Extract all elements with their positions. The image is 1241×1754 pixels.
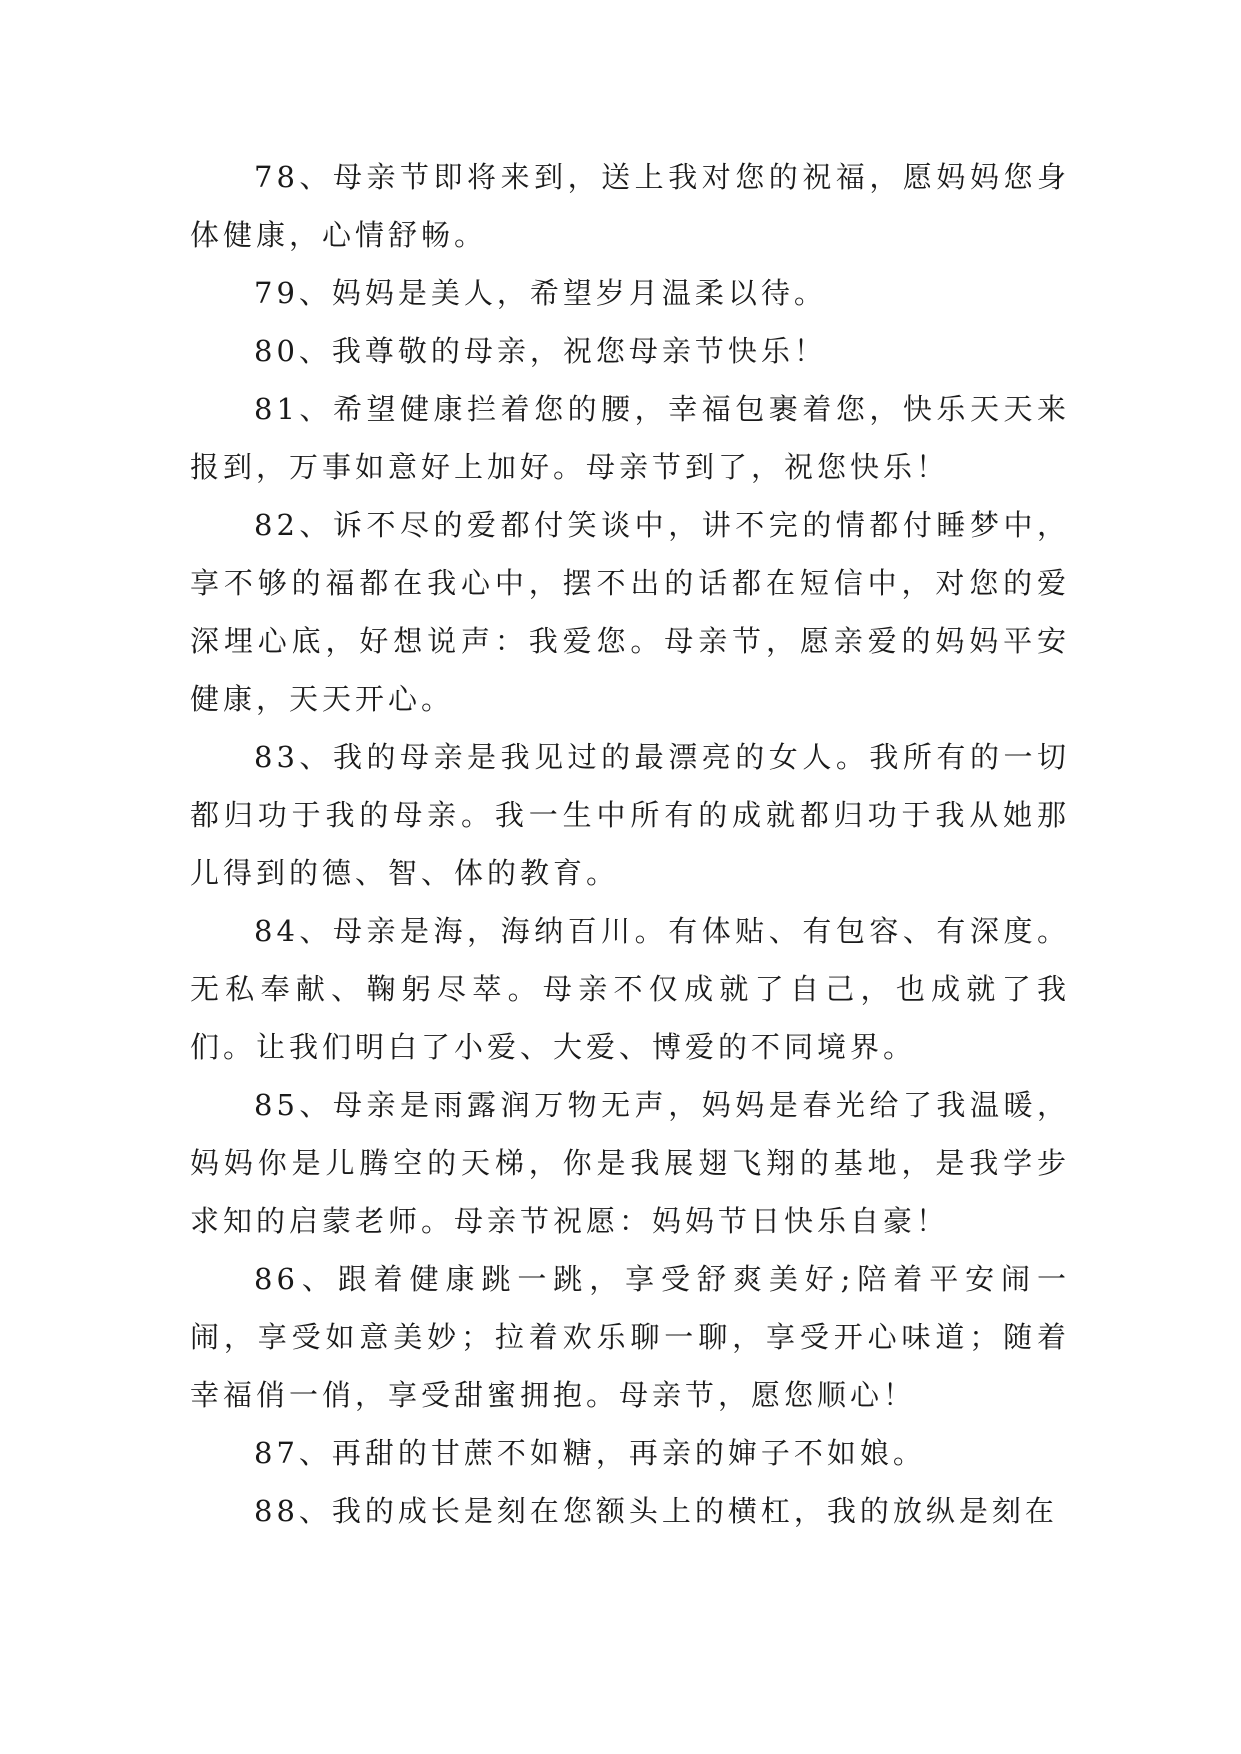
paragraph-78: 78、母亲节即将来到，送上我对您的祝福，愿妈妈您身体健康，心情舒畅。 xyxy=(190,160,1070,252)
paragraph-79: 79、妈妈是美人，希望岁月温柔以待。 xyxy=(254,276,827,310)
paragraph-84: 84、母亲是海，海纳百川。有体贴、有包容、有深度。无私奉献、鞠躬尽萃。母亲不仅成就了自己，也成就了我们。让我们明白了小爱、大爱、博爱的不同境界。 xyxy=(190,914,1070,1064)
paragraph-88: 88、我的成长是刻在您额头上的横杠，我的放纵是刻在 xyxy=(254,1494,1058,1528)
paragraph-80: 80、我尊敬的母亲，祝您母亲节快乐！ xyxy=(254,334,827,368)
paragraph-87: 87、再甜的甘蔗不如糖，再亲的婶子不如娘。 xyxy=(254,1436,926,1470)
paragraph-81: 81、希望健康拦着您的腰，幸福包裹着您，快乐天天来报到，万事如意好上加好。母亲节到了，祝您快乐！ xyxy=(190,392,1070,484)
paragraph-83: 83、我的母亲是我见过的最漂亮的女人。我所有的一切都归功于我的母亲。我一生中所有的成就都归功于我从她那儿得到的德、智、体的教育。 xyxy=(190,740,1070,890)
paragraph-85: 85、母亲是雨露润万物无声，妈妈是春光给了我温暖，妈妈你是儿腾空的天梯，你是我展翅飞翔的基地，是我学步求知的启蒙老师。母亲节祝愿：妈妈节日快乐自豪！ xyxy=(190,1088,1070,1238)
paragraph-82: 82、诉不尽的爱都付笑谈中，讲不完的情都付睡梦中，享不够的福都在我心中，摆不出的话都在短信中，对您的爱深埋心底，好想说声：我爱您。母亲节，愿亲爱的妈妈平安健康，天天开心。 xyxy=(190,508,1070,716)
document-body xyxy=(190,148,1070,1540)
paragraph-86: 86、跟着健康跳一跳，享受舒爽美好;陪着平安闹一闹，享受如意美妙；拉着欢乐聊一聊，享受开心味道；随着幸福俏一俏，享受甜蜜拥抱。母亲节，愿您顺心！ xyxy=(190,1262,1070,1412)
